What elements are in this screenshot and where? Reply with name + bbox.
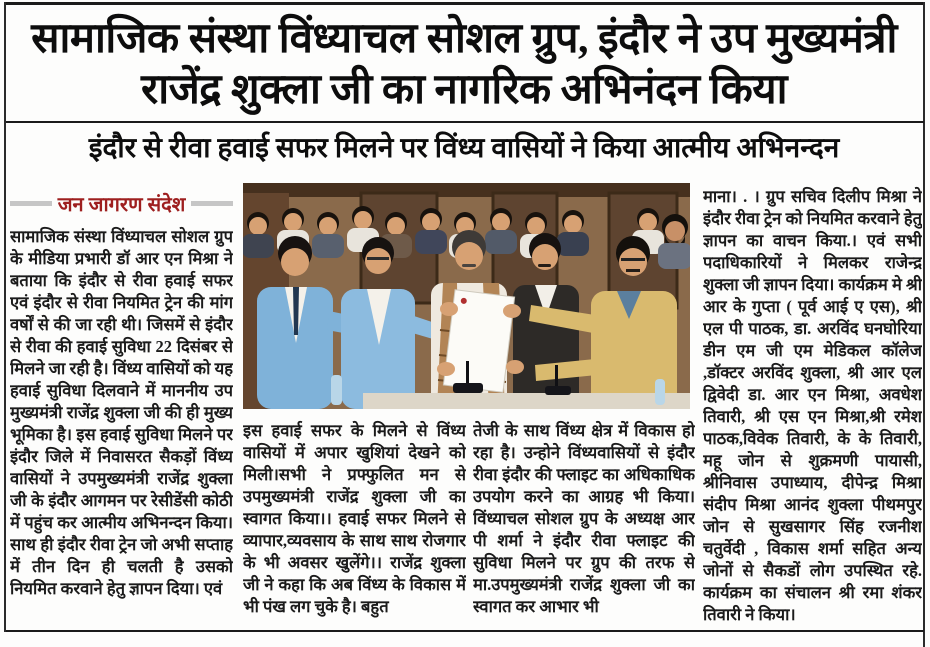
top-border	[6, 2, 924, 5]
subheadline: इंदौर से रीवा हवाई सफर मिलने पर विंध्य वासियों ने किया आत्मीय अभिनन्दन	[88, 133, 840, 164]
right-column-text: माना। . । ग्रुप सचिव दिलीप मिश्रा ने इंदौर रीवा ट्रेन को नियमित करवाने हेतु ज्ञापन का वाचन किया.। एवं सभी पदाधिकारियों ने मिलकर राजेन्द्र शुक्ला जी ज्ञापन दिया। कार्यक्रम मे श्री आर के गुप्ता ( पूर्व आई ए एस), श्री एल पी पाठक, डा. अरविंद घनघोरिया डीन एम जी एम मेडिकल कॉलेज ,डॉक्टर अरविंद शुक्ला, श्री आर एल द्विवेदी डा. आर एन मिश्रा, अवधेश तिवारी, श्री एस एन मिश्रा,श्री रमेश पाठक,विवेक तिवारी, के के तिवारी, महू जोन से शुक्रमणी पायासी, श्रीनिवास उपाध्याय, दीपेन्द्र मिश्रा संदीप मिश्रा आनंद शुक्ला पीथमपुर जोन से सुखसागर सिंह रजनीश चतुर्वेदी , विकास शर्मा सहित अन्य जोनों से सैकडों लोग उपस्थित रहे. कार्यक्रम का संचालन श्री रमा शंकर तिवारी ने किया।	[703, 187, 922, 624]
headline: सामाजिक संस्था विंध्याचल सोशल ग्रुप, इंदौर ने उप मुख्यमंत्री राजेंद्र शुक्ला जी का नागरिक अभिनंदन किया	[31, 16, 897, 113]
center-right-column-text: तेजी के साथ विंध्य क्षेत्र में विकास हो रहा है। उन्होने विंध्यवासियों से इंदौर रीवा इंदौर की फ्लाइट का अधिकाधिक उपयोग करने का आग्रह भी किया।विंध्याचल सोशल ग्रुप के अध्यक्ष आर पी शर्मा ने इंदौर रीवा फ्लाइट की सुविधा मिलने पर ग्रुप की तरफ से मा.उपमुख्यमंत्री राजेंद्र शुक्ला जी का स्वागत कर आभार भी	[473, 421, 695, 616]
left-column-text: सामाजिक संस्था विंध्याचल सोशल ग्रुप के मीडिया प्रभारी डॉ आर एन मिश्रा ने बताया कि इंदौर से रीवा हवाई सफर एवं इंदौर से रीवा नियमित ट्रेन की मांग वर्षों से की जा रही थी। जिसमें से इंदौर से रीवा की हवाई सुविधा 22 दिसंबर से मिलने जा रही है। विंध्य वासियों को यह हवाई सुविधा दिलवाने में माननीय उप मुख्यमंत्री राजेंद्र शुक्ला जी की ही मुख्य भूमिका है। इस हवाई सुविधा मिलने पर इंदौर जिले में निवासरत सैकड़ों विंध्य वासियों ने उपमुख्यमंत्री राजेंद्र शुक्ला जी के इंदौर आगमन पर रेसीडेंसी कोठी में पहुंच कर आत्मीय अभिनन्दन किया। साथ ही इंदौर रीवा ट्रेन जो अभी सप्ताह में तीन दिन ही चलती है उसको नियमित करवाने हेतु ज्ञापन दिया। एवं	[10, 227, 233, 598]
kicker-rule-right	[191, 201, 233, 206]
kicker-rule-left	[10, 201, 52, 206]
kicker-label: जन जागरण संदेश	[57, 194, 186, 216]
news-photo-illustration	[243, 183, 690, 409]
news-photo	[243, 183, 690, 409]
kicker	[10, 190, 233, 217]
left-border	[4, 2, 6, 632]
center-left-column-text: इस हवाई सफर के मिलने से विंध्य वासियों में अपार खुशियां देखने को मिली।सभी ने प्रफ्फुलित मन से उपमुख्यमंत्री राजेंद्र शुक्ला जी का स्वागत किया।। हवाई सफर मिलने से व्यापार,व्यवसाय के साथ साथ रोजगार के भी अवसर खुलेंगे।। राजेंद्र शुक्ला जी ने कहा कि अब विंध्य के विकास में भी पंख लग चुके है। बहुत	[243, 421, 466, 616]
headline-divider	[6, 121, 924, 123]
right-border	[923, 2, 925, 647]
bottom-rule	[6, 630, 924, 632]
left-column	[10, 188, 233, 628]
